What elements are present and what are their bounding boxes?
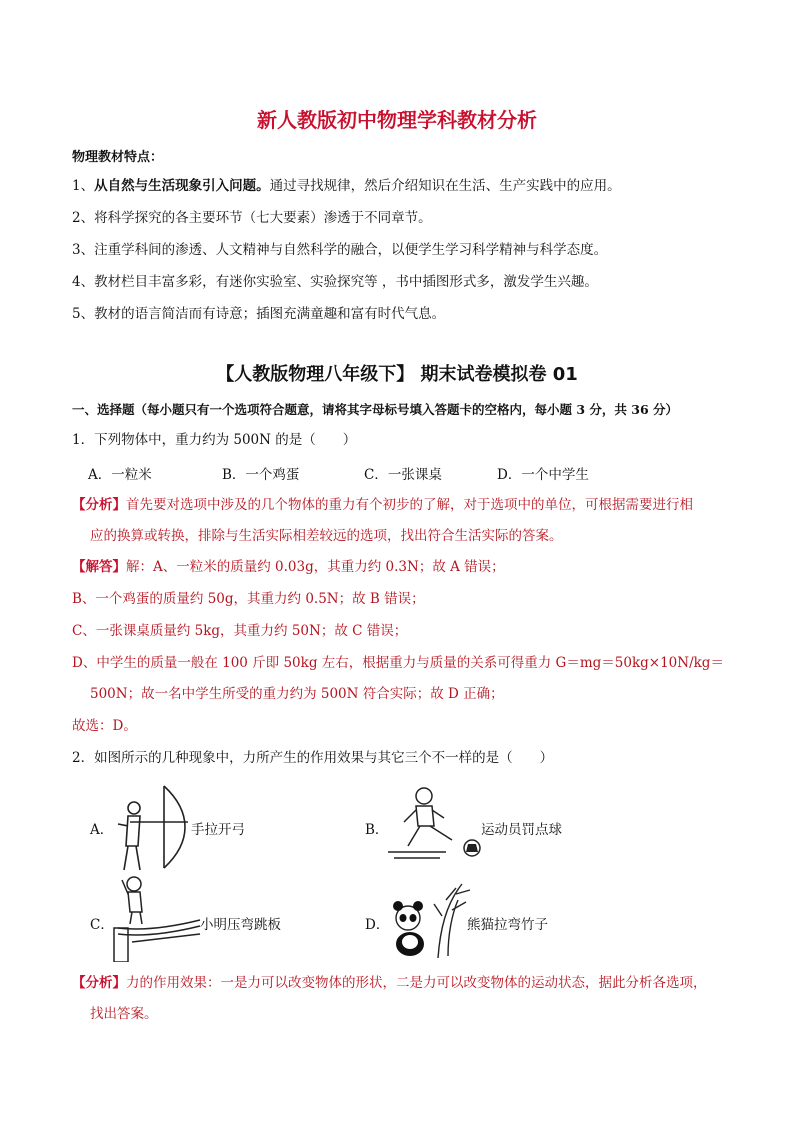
q2-analysis-line-2: 找出答案。	[90, 1006, 158, 1022]
q1-option-b: B．一个鸡蛋	[222, 467, 300, 483]
feature-item-2	[72, 208, 432, 228]
feature-text: 教材栏目丰富多彩，有迷你实验室、实验探究等 ，书中插图形式多，激发学生兴趣。	[94, 274, 598, 290]
feature-text: 教材的语言简洁而有诗意；插图充满童趣和富有时代气息。	[94, 306, 446, 322]
feature-text: 注重学科间的渗透、人文精神与自然科学的融合，以便学生学习科学精神与科学态度。	[94, 242, 608, 258]
answer-tag: 【解答】	[72, 559, 126, 575]
answer-text: 解：A、一粒米的质量约 0.03g，其重力约 0.3N；故 A 错误；	[126, 559, 505, 575]
footballer-figure	[386, 782, 482, 862]
feature-item-3	[72, 240, 607, 260]
q1-answer-line-3: C、一张课桌质量约 5kg，其重力约 50N；故 C 错误；	[72, 623, 408, 639]
feature-num: 2、	[72, 210, 95, 226]
panda-figure	[386, 880, 472, 960]
q1-analysis-line-1	[72, 495, 693, 515]
q1-answer-line-4: D、中学生的质量一般在 100 斤即 50kg 左右，根据重力与质量的关系可得重力 G＝mg＝50kg×10N/kg＝	[72, 655, 724, 671]
q1-choice: 故选：D。	[72, 718, 137, 734]
analysis-tag: 【分析】	[72, 497, 126, 513]
q2-option-c-caption: 小明压弯跳板	[200, 917, 281, 933]
q1-answer-line-2: B、一个鸡蛋的质量约 50g，其重力约 0.5N；故 B 错误；	[72, 591, 425, 607]
q2-option-b-letter: B．	[365, 822, 389, 838]
feature-bold: 从自然与生活现象引入问题。	[94, 178, 270, 194]
feature-text: 通过寻找规律，然后介绍知识在生活、生产实践中的应用。	[269, 178, 621, 194]
q1-answer-line-1	[72, 557, 505, 577]
q2-option-d-letter: D．	[365, 917, 390, 933]
q1-option-c: C．一张课桌	[364, 467, 442, 483]
feature-num: 5、	[72, 306, 95, 322]
q1-answer-line-5: 500N；故一名中学生所受的重力约为 500N 符合实际；故 D 正确；	[90, 686, 504, 702]
features-heading: 物理教材特点：	[72, 150, 164, 165]
feature-text: 将科学探究的各主要环节（七大要素）渗透于不同章节。	[94, 210, 432, 226]
q1-option-d: D．一个中学生	[497, 467, 589, 483]
q2-option-a-caption: 手拉开弓	[191, 822, 245, 838]
q1-option-a: A．一粒米	[88, 467, 152, 483]
analysis-text: 力的作用效果：一是力可以改变物体的形状，二是力可以改变物体的运动状态，据此分析各选项，	[126, 975, 707, 991]
q2-option-c-letter: C．	[90, 917, 114, 933]
feature-num: 4、	[72, 274, 95, 290]
q1-stem: 1．下列物体中，重力约为 500N 的是（ ）	[72, 432, 357, 448]
q2-stem: 2．如图所示的几种现象中，力所产生的作用效果与其它三个不一样的是（ ）	[72, 750, 554, 766]
q2-option-b-caption: 运动员罚点球	[481, 822, 562, 838]
q2-option-d-caption: 熊猫拉弯竹子	[467, 917, 548, 933]
diving-board-figure	[112, 872, 202, 962]
q1-analysis-line-2: 应的换算或转换，排除与生活实际相差较远的选项，找出符合生活实际的答案。	[90, 528, 563, 544]
q2-analysis-line-1	[72, 973, 707, 993]
archer-figure	[112, 782, 192, 872]
feature-item-1	[72, 176, 621, 196]
feature-item-5	[72, 304, 445, 324]
feature-num: 1、	[72, 178, 95, 194]
page-title: 新人教版初中物理学科教材分析	[257, 108, 537, 132]
analysis-tag: 【分析】	[72, 975, 126, 991]
feature-num: 3、	[72, 242, 95, 258]
exam-title: 【人教版物理八年级下】 期末试卷模拟卷 01	[216, 364, 578, 385]
feature-item-4	[72, 272, 598, 292]
analysis-text: 首先要对选项中涉及的几个物体的重力有个初步的了解，对于选项中的单位，可根据需要进行相	[126, 497, 693, 513]
section-heading: 一、选择题（每小题只有一个选项符合题意，请将其字母标号填入答题卡的空格内，每小题 3 分，共 36 分）	[72, 402, 679, 417]
q2-option-a-letter: A．	[90, 822, 114, 838]
